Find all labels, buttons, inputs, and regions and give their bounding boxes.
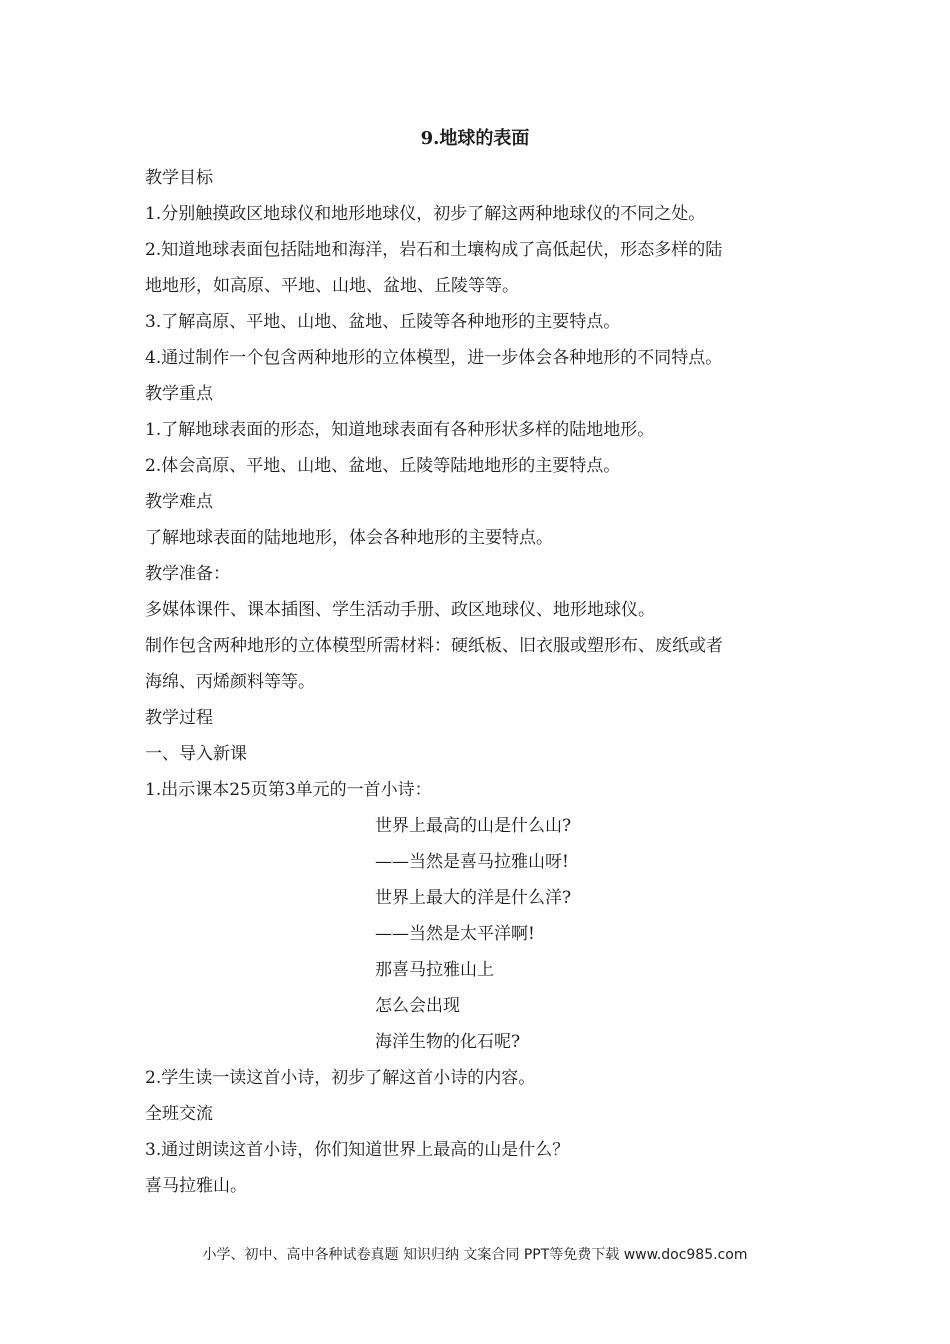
section-heading-objectives: 教学目标 — [145, 168, 213, 188]
paragraph-line: 2.知道地球表面包括陆地和海洋，岩石和土壤构成了高低起伏，形态多样的陆 — [145, 240, 723, 260]
poem-line: 世界上最大的洋是什么洋? — [375, 888, 572, 908]
section-heading-difficulties: 教学难点 — [145, 492, 213, 512]
paragraph-line: 3.通过朗读这首小诗，你们知道世界上最高的山是什么？ — [145, 1140, 570, 1160]
poem-line: 怎么会出现 — [375, 996, 460, 1016]
section-heading-process: 教学过程 — [145, 708, 213, 728]
poem-block — [145, 808, 815, 1060]
document-body — [145, 160, 815, 1204]
paragraph-line: 多媒体课件、课本插图、学生活动手册、政区地球仪、地形地球仪。 — [145, 600, 655, 620]
poem-line: 海洋生物的化石呢? — [375, 1032, 521, 1052]
paragraph-line: 1.了解地球表面的形态，知道地球表面有各种形状多样的陆地地形。 — [145, 420, 655, 440]
paragraph-line: 了解地球表面的陆地地形，体会各种地形的主要特点。 — [145, 528, 553, 548]
section-heading-key-points: 教学重点 — [145, 384, 213, 404]
document-title: 9.地球的表面 — [420, 128, 530, 149]
poem-line: ——当然是喜马拉雅山呀! — [375, 852, 569, 872]
paragraph-line: 2.体会高原、平地、山地、盆地、丘陵等陆地地形的主要特点。 — [145, 456, 621, 476]
paragraph-line: 地地形，如高原、平地、山地、盆地、丘陵等等。 — [145, 276, 519, 296]
paragraph-line: 制作包含两种地形的立体模型所需材料：硬纸板、旧衣服或塑形布、废纸或者 — [145, 636, 723, 656]
paragraph-line: 喜马拉雅山。 — [145, 1176, 247, 1196]
paragraph-line: 1.分别触摸政区地球仪和地形地球仪，初步了解这两种地球仪的不同之处。 — [145, 204, 706, 224]
paragraph-line: 海绵、丙烯颜料等等。 — [145, 672, 315, 692]
section-heading-preparation: 教学准备： — [145, 564, 230, 584]
poem-line: ——当然是太平洋啊! — [375, 924, 535, 944]
poem-line: 世界上最高的山是什么山? — [375, 816, 572, 836]
poem-line: 那喜马拉雅山上 — [375, 960, 494, 980]
paragraph-line: 4.通过制作一个包含两种地形的立体模型，进一步体会各种地形的不同特点。 — [145, 348, 723, 368]
paragraph-line: 3.了解高原、平地、山地、盆地、丘陵等各种地形的主要特点。 — [145, 312, 621, 332]
paragraph-line: 全班交流 — [145, 1104, 213, 1124]
subsection-heading: 一、导入新课 — [145, 744, 247, 764]
footer-text: 小学、初中、高中各种试卷真题 知识归纳 文案合同 PPT等免费下载 www.doc985.com — [202, 1247, 748, 1263]
paragraph-line: 2.学生读一读这首小诗，初步了解这首小诗的内容。 — [145, 1068, 536, 1088]
paragraph-line: 1.出示课本25页第3单元的一首小诗： — [145, 780, 432, 800]
